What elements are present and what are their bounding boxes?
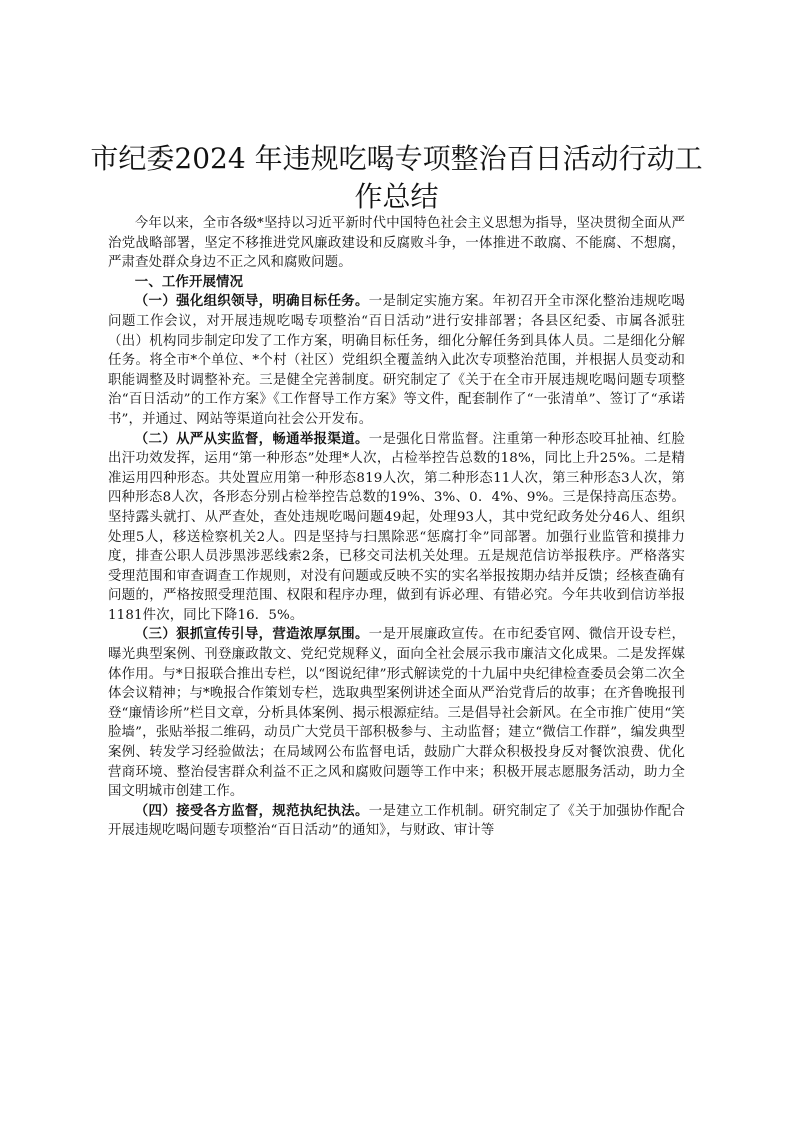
document-title: 市纪委2024 年违规吃喝专项整治百日活动行动工作总结 (90, 142, 703, 213)
document-body (108, 214, 685, 841)
paragraph-1-lead: （一）强化组织领导，明确目标任务。 (134, 293, 369, 310)
paragraph-4 (108, 802, 685, 841)
paragraph-3-text: 一是开展廉政宣传。在市纪委官网、微信开设专栏，曝光典型案例、刊登廉政散文、党纪党规释义，面向全社会展示我市廉洁文化成果。二是发挥媒体作用。与*日报联合推出专栏，以“图说纪律”形式解读党的十九届中央纪律检查委员会第二次全体会议精神；与*晚报合作策划专栏，选取典型案例讲述全面从严治党背后的故事；在齐鲁晚报刊登“廉情诊所”栏目文章，分析具体案例、揭示根源症结。三是倡导社会新风。在全市推广使用“笑脸墙”，张贴举报二维码，动员广大党员干部积极参与、主动监督；建立“微信工作群”，编发典型案例、转发学习经验做法；在局域网公布监督电话，鼓励广大群众积极投身反对餐饮浪费、优化营商环境、整治侵害群众利益不正之风和腐败问题等工作中来；积极开展志愿服务活动，助力全国文明城市创建工作。 (108, 627, 685, 800)
paragraph-4-text: 一是建立工作机制。研究制定了《关于加强协作配合开展违规吃喝问题专项整治“百日活动”的通知》，与财政、审计等 (108, 803, 685, 839)
paragraph-2-text: 一是强化日常监督。注重第一种形态咬耳扯袖、红脸出汗功效发挥，运用“第一种形态”处理*人次，占检举控告总数的18%，同比上升25%。二是精准运用四种形态。共处置应用第一种形态819人次，第二种形态11人次，第三种形态3人次，第四种形态8人次，各形态分别占检举控告总数的19%、3%、0．4%、9%。三是保持高压态势。坚持露头就打、从严查处，查处违规吃喝问题49起，处理93人，其中党纪政务处分46人、组织处理5人，移送检察机关2人。四是坚持与扫黑除恶“惩腐打伞”同部署。加强行业监管和摸排力度，排查公职人员涉黑涉恶线索2条，已移交司法机关处理。五是规范信访举报秩序。严格落实受理范围和审查调查工作规则，对没有问题或反映不实的实名举报按期办结并反馈；经核查确有问题的，严格按照受理范围、权限和程序办理，做到有诉必理、有错必究。今年共收到信访举报1181件次，同比下降16．5%。 (108, 431, 685, 623)
paragraph-1 (108, 292, 685, 429)
paragraph-4-lead: （四）接受各方监督，规范执纪执法。 (134, 802, 369, 819)
paragraph-2-lead: （二）从严从实监督，畅通举报渠道。 (134, 430, 369, 447)
intro-paragraph: 今年以来，全市各级*坚持以习近平新时代中国特色社会主义思想为指导，坚决贯彻全面从严治党战略部署，坚定不移推进党风廉政建设和反腐败斗争，一体推进不敢腐、不能腐、不想腐，严肃查处群众身边不正之风和腐败问题。 (108, 216, 685, 271)
paragraph-2 (108, 430, 685, 626)
section-heading: 一、工作开展情况 (134, 273, 244, 290)
paragraph-3-lead: （三）狠抓宣传引导，营造浓厚氛围。 (134, 626, 369, 643)
paragraph-3 (108, 625, 685, 801)
paragraph-1-text: 一是制定实施方案。年初召开全市深化整治违规吃喝问题工作会议，对开展违规吃喝专项整治“百日活动”进行安排部署；各县区纪委、市属各派驻（出）机构同步制定印发了工作方案，明确目标任务，细化分解任务到具体人员。二是细化分解任务。将全市*个单位、*个村（社区）党组织全覆盖纳入此次专项整治范围，并根据人员变动和职能调整及时调整补充。三是健全完善制度。研究制定了《关于在全市开展违规吃喝问题专项整治“百日活动”的工作方案》《工作督导工作方案》等文件，配套制作了“一张清单”、签订了“承诺书”，并通过、网站等渠道向社会公开发布。 (108, 294, 685, 427)
